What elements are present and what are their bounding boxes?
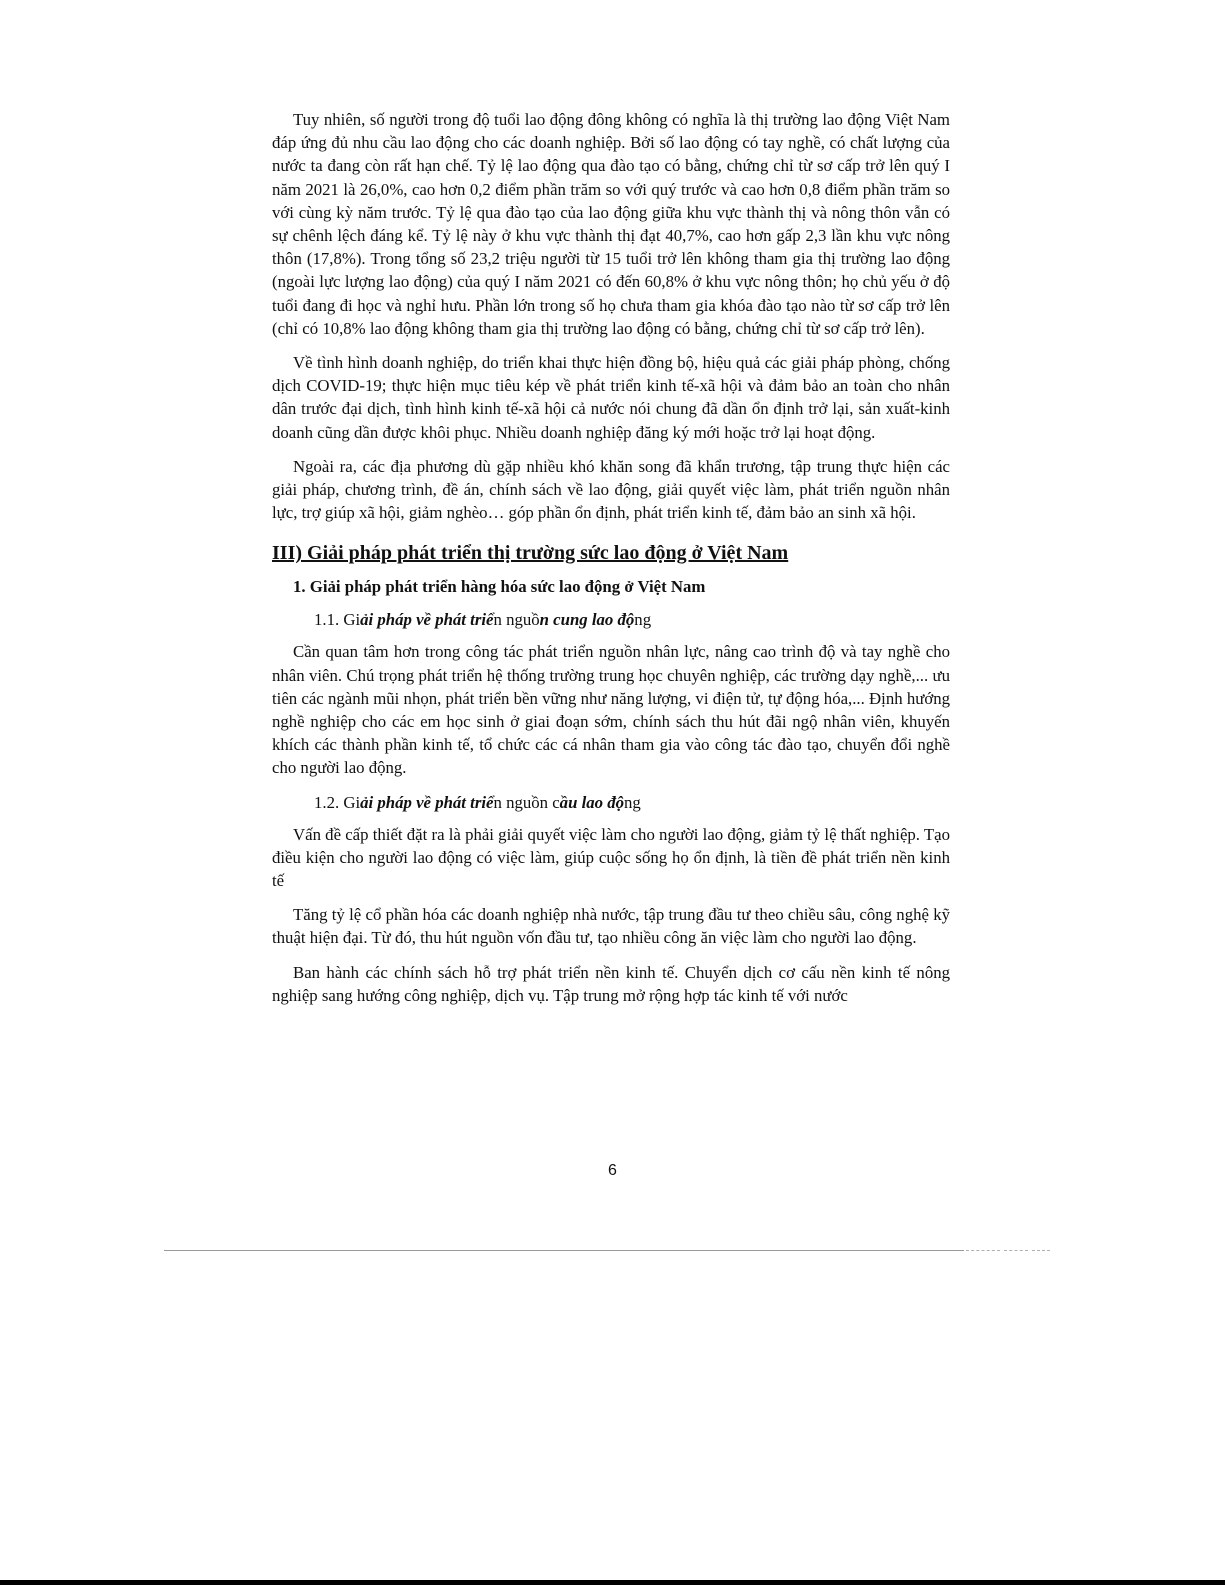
subsection-supply-emph1: ải pháp về phát triể xyxy=(360,610,494,630)
paragraph-local-measures: Ngoài ra, các địa phương dù gặp nhiều khó khăn song đã khẩn trương, tập trung thực hiện các giải pháp, chương trình, đề án, chính sách về lao động, giải quyết việc làm, phát triển nguồn nhân lực, trợ giúp xã hội, giảm nghèo… góp phần ổn định, phát triển kinh tế, đảm bảo an sinh xã hội. xyxy=(272,456,950,523)
subsection-supply-emph2: n cung lao độ xyxy=(539,610,635,630)
subsection-supply-mid: n nguồ xyxy=(493,610,540,630)
page-divider-tail-3 xyxy=(1032,1250,1050,1251)
paragraph-equitization: Tăng tỷ lệ cổ phần hóa các doanh nghiệp nhà nước, tập trung đầu tư theo chiều sâu, công nghệ kỹ thuật hiện đại. Từ đó, thu hút nguồn vốn đầu tư, tạo nhiều công ăn việc làm cho người lao động. xyxy=(272,905,950,948)
section-heading: III) Giải pháp phát triển thị trường sức lao động ở Việt Nam xyxy=(272,542,789,565)
sub-heading: 1. Giải pháp phát triển hàng hóa sức lao động ở Việt Nam xyxy=(293,577,706,597)
page-divider-tail-2 xyxy=(1004,1250,1028,1251)
subsection-demand-prefix: 1.2. Gi xyxy=(314,792,361,812)
subsection-supply-heading xyxy=(314,608,950,631)
paragraph-economic-policy: Ban hành các chính sách hỗ trợ phát triển nền kinh tế. Chuyển dịch cơ cấu nền kinh tế nông nghiệp sang hướng công nghiệp, dịch vụ. Tập trung mở rộng hợp tác kinh tế với nước xyxy=(272,962,950,1005)
subsection-supply-suffix: ng xyxy=(634,610,652,630)
paragraph-labor-supply: Cần quan tâm hơn trong công tác phát triển nguồn nhân lực, nâng cao trình độ và tay nghề cho nhân viên. Chú trọng phát triển hệ thống trường trung học chuyên nghiệp, các trường dạy nghề,... ưu tiên các ngành mũi nhọn, phát triển bền vững như năng lượng, vi điện tử, tự động hóa,... Định hướng nghề nghiệp cho các em học sinh ở giai đoạn sớm, chính sách thu hút đãi ngộ nhân viên, khuyến khích các thành phần kinh tế, tổ chức các cá nhân tham gia vào công tác đào tạo, chuyển đổi nghề cho người lao động. xyxy=(272,642,950,778)
paragraph-labor-quality: Tuy nhiên, số người trong độ tuổi lao động đông không có nghĩa là thị trường lao động Việt Nam đáp ứng đủ nhu cầu lao động cho các doanh nghiệp. Bởi số lao động có tay nghề, có chất lượng của nước ta đang còn rất hạn chế. Tỷ lệ lao động qua đào tạo có bằng, chứng chỉ từ sơ cấp trở lên quý I năm 2021 là 26,0%, cao hơn 0,2 điểm phần trăm so với quý trước và cao hơn 0,8 điểm phần trăm so với cùng kỳ năm trước. Tỷ lệ qua đào tạo của lao động giữa khu vực thành thị và nông thôn vẫn có sự chênh lệch đáng kể. Tỷ lệ này ở khu vực thành thị đạt 40,7%, cao hơn gấp 2,3 lần khu vực nông thôn (17,8%). Trong tổng số 23,2 triệu người từ 15 tuổi trở lên không tham gia thị trường lao động (ngoài lực lượng lao động) của quý I năm 2021 có đến 60,8% ở khu vực nông thôn; họ chủ yếu ở độ tuổi đang đi học và nghỉ hưu. Phần lớn trong số họ chưa tham gia khóa đào tạo nào từ sơ cấp trở lên (chỉ có 10,8% lao động không tham gia thị trường lao động có bằng, chứng chỉ từ sơ cấp trở lên). xyxy=(272,110,950,338)
document-body xyxy=(272,108,950,1018)
bottom-edge-bar xyxy=(0,1580,1225,1585)
page-divider xyxy=(164,1250,964,1251)
subsection-demand-heading xyxy=(314,791,950,814)
subsection-demand-suffix: ng xyxy=(624,792,641,812)
subsection-demand-emph2: ầu lao độ xyxy=(559,792,625,812)
subsection-demand-emph1: ải pháp về phát triể xyxy=(360,792,494,812)
subsection-supply-prefix: 1.1. Gi xyxy=(314,610,361,630)
paragraph-unemployment: Vấn đề cấp thiết đặt ra là phải giải quyết việc làm cho người lao động, giảm tỷ lệ thất nghiệp. Tạo điều kiện cho người lao động có việc làm, giúp cuộc sống họ ổn định, là tiền đề phát triển nền kinh tế xyxy=(272,824,950,891)
subsection-demand-mid: n nguồn c xyxy=(493,792,560,812)
page-divider-tail-1 xyxy=(966,1250,1000,1251)
page-number: 6 xyxy=(608,1162,617,1179)
paragraph-business-situation: Về tình hình doanh nghiệp, do triển khai thực hiện đồng bộ, hiệu quả các giải pháp phòng, chống dịch COVID-19; thực hiện mục tiêu kép về phát triển kinh tế-xã hội và đảm bảo an toàn cho nhân dân trước đại dịch, tình hình kinh tế-xã hội cả nước nói chung đã dần ổn định trở lại, sản xuất-kinh doanh cũng dần được khôi phục. Nhiều doanh nghiệp đăng ký mới hoặc trở lại hoạt động. xyxy=(272,353,950,442)
